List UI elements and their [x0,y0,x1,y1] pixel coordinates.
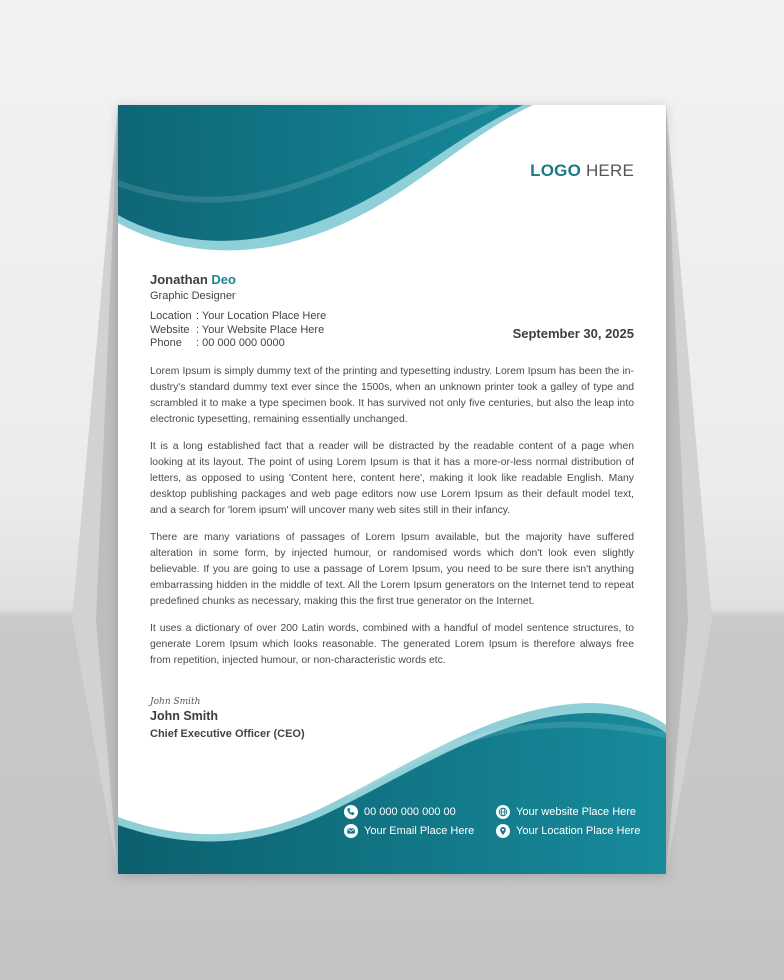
body-paragraph-2: It is a long established fact that a reader will be distracted by the readable content of a page when looking at its layout. The point of using Lorem Ipsum is that it has a more-or-less normal distribution of letters, as opposed to using 'Content here, content here', making it look like readable English. Many desktop publishing packages and web page editors now use Lorem Ipsum as their default model text, and a search for 'lorem ipsum' will uncover many web sites still in their infancy. [150,441,634,516]
footer-email [344,824,474,838]
location-value: : Your Location Place Here [196,310,327,322]
email-icon [344,824,358,838]
sender-last-name: Deo [211,272,236,287]
logo-primary-text: LOGO [530,161,582,180]
footer-phone-text: 00 000 000 000 00 [364,806,456,818]
footer-website [496,805,636,819]
footer-email-text: Your Email Place Here [364,825,475,837]
phone-value: : 00 000 000 0000 [196,337,285,349]
website-value: : Your Website Place Here [196,323,325,336]
globe-icon [496,805,510,819]
phone-icon [344,805,358,819]
signature-block [150,697,305,740]
letterhead-sheet [118,105,666,874]
footer-phone [344,805,456,819]
map-pin-icon [496,824,510,838]
company-logo [530,161,634,181]
sender-role: Graphic Designer [150,290,236,302]
footer-contacts [344,805,644,845]
footer-location-text: Your Location Place Here [516,825,641,837]
phone-label: Phone [150,337,182,349]
footer-location [496,824,640,838]
website-label: Website [150,323,190,336]
letter-body [150,364,634,680]
location-label: Location [150,310,192,322]
letter-date: September 30, 2025 [512,326,634,341]
sender-block [150,272,326,351]
sender-first-name: Jonathan [150,272,208,287]
body-paragraph-1: Lorem Ipsum is simply dummy text of the printing and typesetting industry. Lorem Ipsum has been the in-dustry's standard dummy text ever since the 1500s, when an unknown printer took a galley of type and scrambled it to make a type specimen book. It has survived not only five centuries, but also the leap into electronic typesetting, remaining essentially unchanged. [150,366,634,425]
sender-phone-row [150,337,326,351]
signature-script: John Smith [150,697,201,707]
sender-name [150,272,326,287]
signer-name: John Smith [150,709,219,723]
body-paragraph-4: It uses a dictionary of over 200 Latin words, combined with a handful of model sentence structures, to generate Lorem Ipsum which looks reasonable. The generated Lorem Ipsum is therefore always free from repetition, injected humour, or non-characteristic words etc. [150,623,634,666]
sender-website-row [150,324,326,338]
sender-location-row [150,310,326,324]
body-paragraph-3: There are many variations of passages of Lorem Ipsum available, but the majority have suffered alteration in some form, by injected humour, or randomised words which don't look even slightly believable. If you are going to use a passage of Lorem Ipsum, you need to be sure there isn't anything embarrassing hidden in the middle of text. All the Lorem Ipsum generators on the Internet tend to repeat predefined chunks as necessary, making this the first true generator on the Internet. [150,532,634,607]
footer-website-text: Your website Place Here [516,806,637,818]
signer-title: Chief Executive Officer (CEO) [150,728,305,740]
logo-secondary-text: HERE [585,161,634,180]
